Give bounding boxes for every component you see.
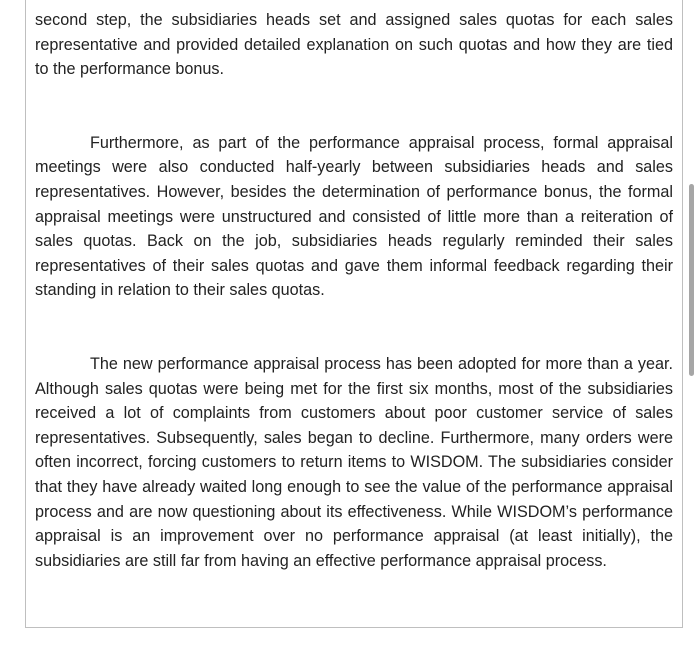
paragraph-3: The new performance appraisal process has been adopted for more than a year. Although sales quotas were being met for the first six months, most of the subsidiaries received a lot of complaints from customers about poor customer service of sales representatives. Subsequently, sales began to decline. Furthermore, many orders were often incorrect, forcing customers to return items to WISDOM. The subsidiaries consider that they have already waited long enough to see the value of the performance appraisal process and are now questioning about its effectiveness. While WISDOM’s performance appraisal is an improvement over no performance appraisal (at least initially), the subsidiaries are still far from having an effective performance appraisal process. (35, 354, 673, 570)
document-body (35, 8, 673, 573)
scrollbar-thumb[interactable] (689, 184, 694, 376)
paragraph-2: Furthermore, as part of the performance appraisal process, formal appraisal meetings were also conducted half-yearly between subsidiaries heads and sales representatives. However, besides the determination of performance bonus, the formal appraisal meetings were unstructured and consisted of little more than a reiteration of sales quotas. Back on the job, subsidiaries heads regularly reminded their sales representatives of their sales quotas and gave them informal feedback regarding their standing in relation to their sales quotas. (35, 133, 673, 300)
paragraph-1: second step, the subsidiaries heads set and assigned sales quotas for each sales representative and provided detailed explanation on such quotas and how they are tied to the performance bonus. (35, 11, 673, 79)
vertical-scrollbar[interactable] (689, 0, 695, 656)
